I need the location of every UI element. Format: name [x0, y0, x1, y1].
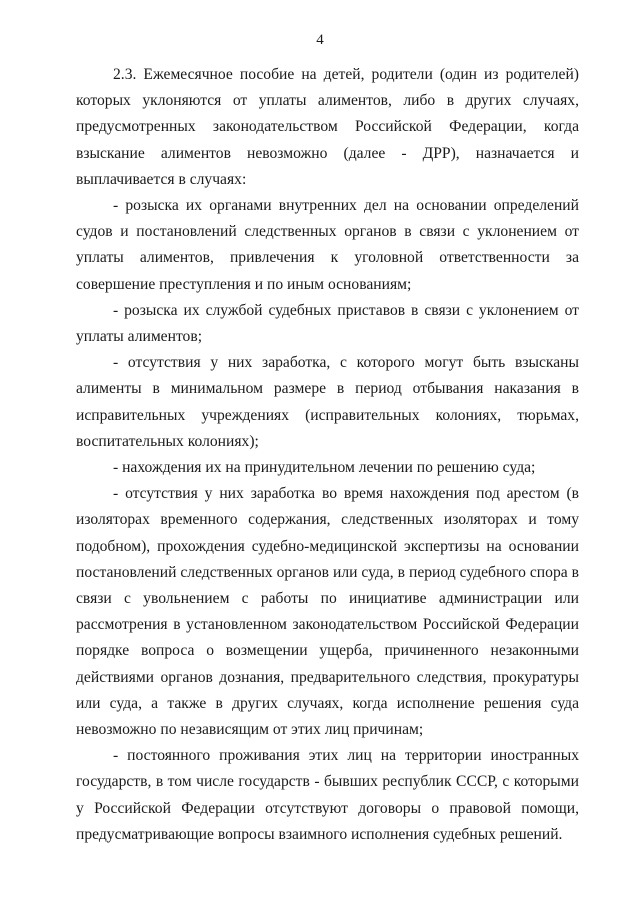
document-body	[76, 62, 579, 848]
paragraph-intro: 2.3. Ежемесячное пособие на детей, родители (один из родителей) которых уклоняются от уплаты алиментов, либо в других случаях, предусмотренных законодательством Российской Федерации, когда взыскание алиментов невозможно (далее - ДРР), назначается и выплачивается в случаях:	[76, 66, 579, 188]
paragraph-item-no-earnings-prison: - отсутствия у них заработка, с которого могут быть взысканы алименты в минимальном размере в период отбывания наказания в исправительных учреждениях (исправительных колониях, тюрьмах, воспитательных колониях);	[76, 354, 579, 450]
paragraph-item-police-search: - розыска их органами внутренних дел на основании определений судов и постановлений следственных органов в связи с уклонением от уплаты алиментов, привлечения к уголовной ответственности за совершение преступления и по иным основаниям;	[76, 197, 579, 293]
paragraph-item-no-earnings-arrest: - отсутствия у них заработка во время нахождения под арестом (в изоляторах временного содержания, следственных изоляторах и тому подобном), прохождения судебно-медицинской экспертизы на основании постановлений следственных органов или суда, в период судебного спора в связи с увольнением с работы по инициативе администрации или рассмотрения в установленном законодательством Российской Федерации порядке вопроса о возмещении ущерба, причиненного незаконными действиями органов дознания, предварительного следствия, прокуратуры или суда, а также в других случаях, когда исполнение решения суда невозможно по независящим от этих лиц причинам;	[76, 485, 579, 739]
paragraph-item-compulsory-treatment: - нахождения их на принудительном лечении по решению суда;	[113, 459, 536, 477]
paragraph-item-bailiff-search: - розыска их службой судебных приставов в связи с уклонением от уплаты алиментов;	[76, 301, 579, 346]
paragraph-item-residence-abroad: - постоянного проживания этих лиц на территории иностранных государств, в том числе государств - бывших республик СССР, с которыми у Российской Федерации отсутствуют договоры о правовой помощи, предусматривающие вопросы взаимного исполнения судебных решений.	[76, 747, 579, 843]
page-number: 4	[316, 32, 324, 48]
